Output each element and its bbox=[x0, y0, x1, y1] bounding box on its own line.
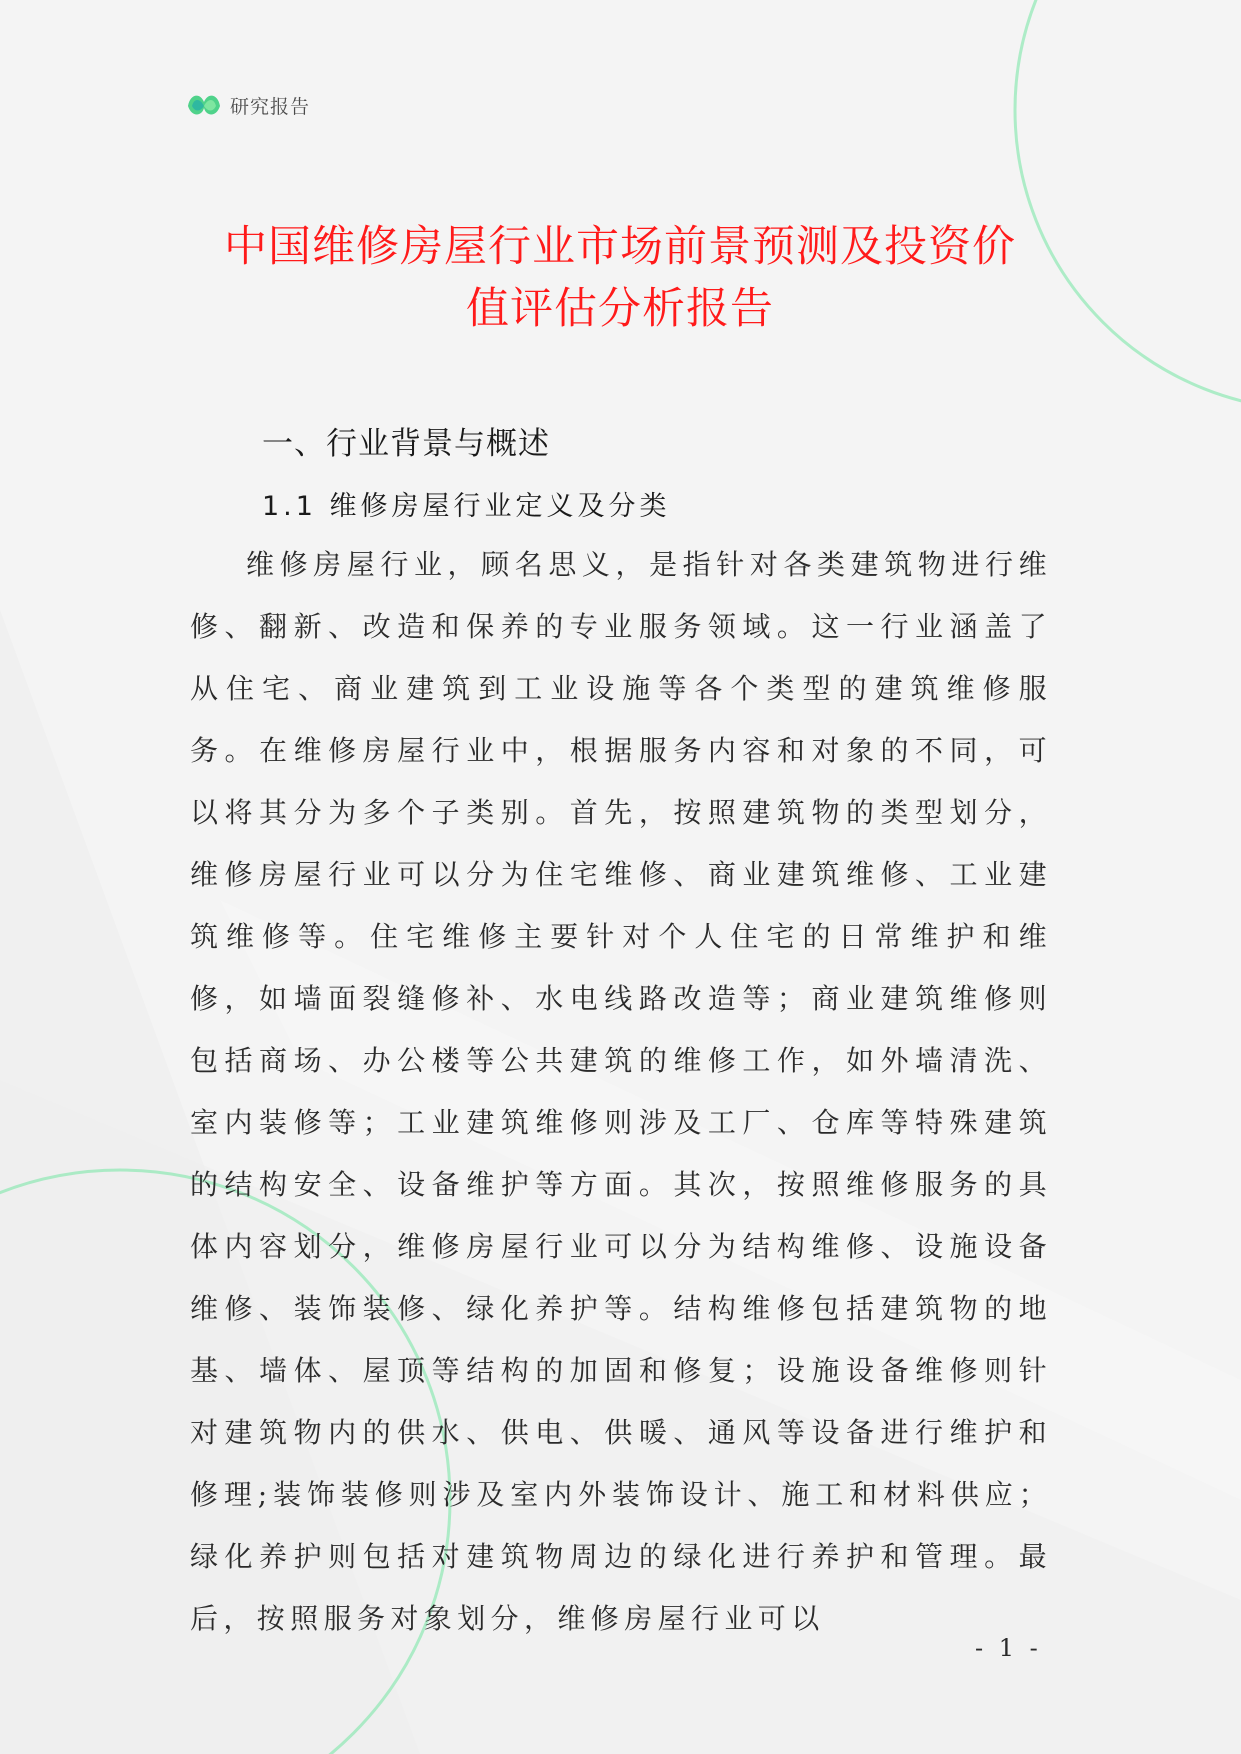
green-leaf-logo-icon bbox=[186, 88, 222, 122]
document-title-line-1: 中国维修房屋行业市场前景预测及投资价 bbox=[224, 222, 1016, 272]
document-header bbox=[186, 88, 310, 122]
document-title-line-2: 值评估分析报告 bbox=[466, 284, 774, 334]
header-label: 研究报告 bbox=[230, 95, 311, 118]
document-title bbox=[150, 216, 1090, 340]
section-heading: 一、行业背景与概述 bbox=[262, 426, 550, 462]
body-paragraph: 维修房屋行业，顾名思义，是指针对各类建筑物进行维修、翻新、改造和保养的专业服务领域。这一行业涵盖了从住宅、商业建筑到工业设施等各个类型的建筑维修服务。在维修房屋行业中，根据服务内容和对象的不同，可以将其分为多个子类别。首先，按照建筑物的类型划分，维修房屋行业可以分为住宅维修、商业建筑维修、工业建筑维修等。住宅维修主要针对个人住宅的日常维护和维修，如墙面裂缝修补、水电线路改造等；商业建筑维修则包括商场、办公楼等公共建筑的维修工作，如外墙清洗、室内装修等；工业建筑维修则涉及工厂、仓库等特殊建筑的结构安全、设备维护等方面。其次，按照维修服务的具体内容划分，维修房屋行业可以分为结构维修、设施设备维修、装饰装修、绿化养护等。结构维修包括建筑物的地基、墙体、屋顶等结构的加固和修复；设施设备维修则针对建筑物内的供水、供电、供暖、通风等设备进行维护和修理;装饰装修则涉及室内外装饰设计、施工和材料供应；绿化养护则包括对建筑物周边的绿化进行养护和管理。最后，按照服务对象划分，维修房屋行业可以 bbox=[190, 548, 1052, 1635]
page-number: - 1 - bbox=[975, 1634, 1042, 1662]
subsection-heading: 1.1 维修房屋行业定义及分类 bbox=[262, 491, 671, 522]
